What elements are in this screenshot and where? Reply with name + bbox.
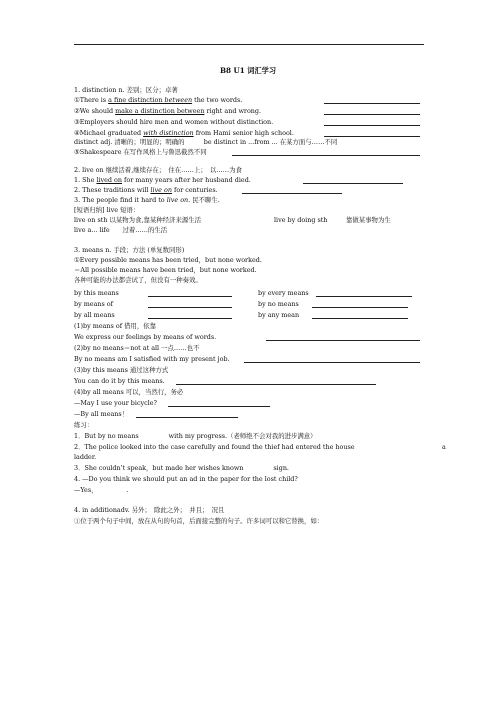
s3-p1: (1)by means of 借用，依靠 <box>74 322 157 330</box>
s2-line2: 2. These traditions will live on for centuries. <box>74 186 218 194</box>
phrase-by-any-mean: by any mean <box>258 311 300 319</box>
exercise-4: 4. —Do you think we should put an ad in the paper for the lost child? <box>74 475 298 483</box>
s3-p3-example: You can do it by this means. <box>74 377 165 385</box>
s4-line1: ①位于两个句子中间，放在从句的句首，后面接完整的句子。许多词可以和它替换，如： <box>74 517 324 525</box>
s3-p2: (2)by no means＝not at all 一点……也不 <box>74 344 200 352</box>
s2-line1: 1. She lived on for many years after her husband died. <box>74 176 251 184</box>
s3-p4: (4)by all means 可以，当然行，务必 <box>74 388 184 396</box>
header-rule <box>74 44 424 45</box>
answer-line <box>148 307 232 308</box>
s1-line4: ④Michael graduated with distinction from Hami senior high school. <box>74 129 294 137</box>
answer-line <box>324 103 420 104</box>
phrase-by-this-means: by this means <box>74 289 119 297</box>
answer-line <box>148 318 232 319</box>
s3-line1: ①Every possible means has been tried，but none worked. <box>74 256 262 264</box>
answer-line <box>303 183 403 184</box>
answer-line <box>312 318 408 319</box>
s1-line2: ②We should make a distinction between right and wrong. <box>74 107 262 115</box>
s3-p4-example2: —By all means！ <box>74 410 129 418</box>
s3-line3: 各种可能的办法都尝试了，但没有一种奏效。 <box>74 276 202 284</box>
answer-line <box>316 296 412 297</box>
s1-head: 1. distinction n. 差别；区分；卓著 <box>74 86 178 94</box>
s2-line3: 3. The people find it hard to live on. 民不聊生. <box>74 196 220 204</box>
exercise-2-cont: ladder. <box>74 453 97 461</box>
s4-head: 4. in additionadv. 另外； 除此之外； 并且； 况且 <box>74 506 225 514</box>
answer-line <box>324 136 420 137</box>
s1-line6: ⑤Shakespeare 在写作风格上与鲁迅截然不同 <box>74 148 207 156</box>
s3-p1-example: We express our feelings by means of words. <box>74 333 217 341</box>
answer-line <box>324 114 420 115</box>
answer-line <box>266 340 420 341</box>
answer-line <box>168 406 270 407</box>
s3-p2-example: By no means am I satisfied with my present job. <box>74 355 230 363</box>
answer-line <box>148 296 232 297</box>
answer-line <box>324 125 420 126</box>
phrase-by-means-of: by means of <box>74 300 114 308</box>
answer-line <box>232 155 420 156</box>
s3-line2: ＝All possible means have been tried，but none worked. <box>74 266 257 274</box>
answer-line <box>312 307 408 308</box>
s2-head: 2. live on 继续活着,继续存在； 住在……上； 以……为食 <box>74 166 242 174</box>
s3-head: 3. means n. 手段；方法 (单复数同形) <box>74 246 185 254</box>
s3-p4-example1: —May I use your bicycle? <box>74 399 157 407</box>
exercise-3: 3．She couldn’t speak，but made her wishes known sign. <box>74 464 289 472</box>
s3-p3: (3)by this means 通过这种方式 <box>74 366 169 374</box>
s2-line5: live on sth 以某物为食,靠某种经济来源生活 live by doing sth 靠做某事物为生 <box>74 216 391 224</box>
exercise-heading: 练习： <box>74 421 94 429</box>
s1-line5: distinct adj. 清晰的；明显的；明确的 be distinct in ...from ... 在某方面与……不同 <box>74 138 338 146</box>
s1-line3: ③Employers should hire men and women without distinction. <box>74 118 274 126</box>
s2-line4: [短语归纳] live 短语： <box>74 206 140 214</box>
answer-line <box>242 193 342 194</box>
exercise-1: 1．But by no means with my progress.（老师绝不会对我的进步满意） <box>74 432 317 440</box>
answer-line <box>244 362 420 363</box>
answer-line <box>136 417 238 418</box>
exercise-2: 2．The police looked into the case carefully and found the thief had entered the house a <box>74 443 446 451</box>
s2-line6: live a... life 过着……的生活 <box>74 226 168 234</box>
s1-line1: ①There is a fine distinction between the two words. <box>74 96 243 104</box>
page-title: B8 U1 词汇学习 <box>219 66 277 75</box>
phrase-by-every-means: by every means <box>258 289 309 297</box>
exercise-4-answer: —Yes， . <box>74 486 129 494</box>
phrase-by-no-means: by no means <box>258 300 299 308</box>
answer-line <box>176 384 376 385</box>
phrase-by-all-means: by all means <box>74 311 115 319</box>
